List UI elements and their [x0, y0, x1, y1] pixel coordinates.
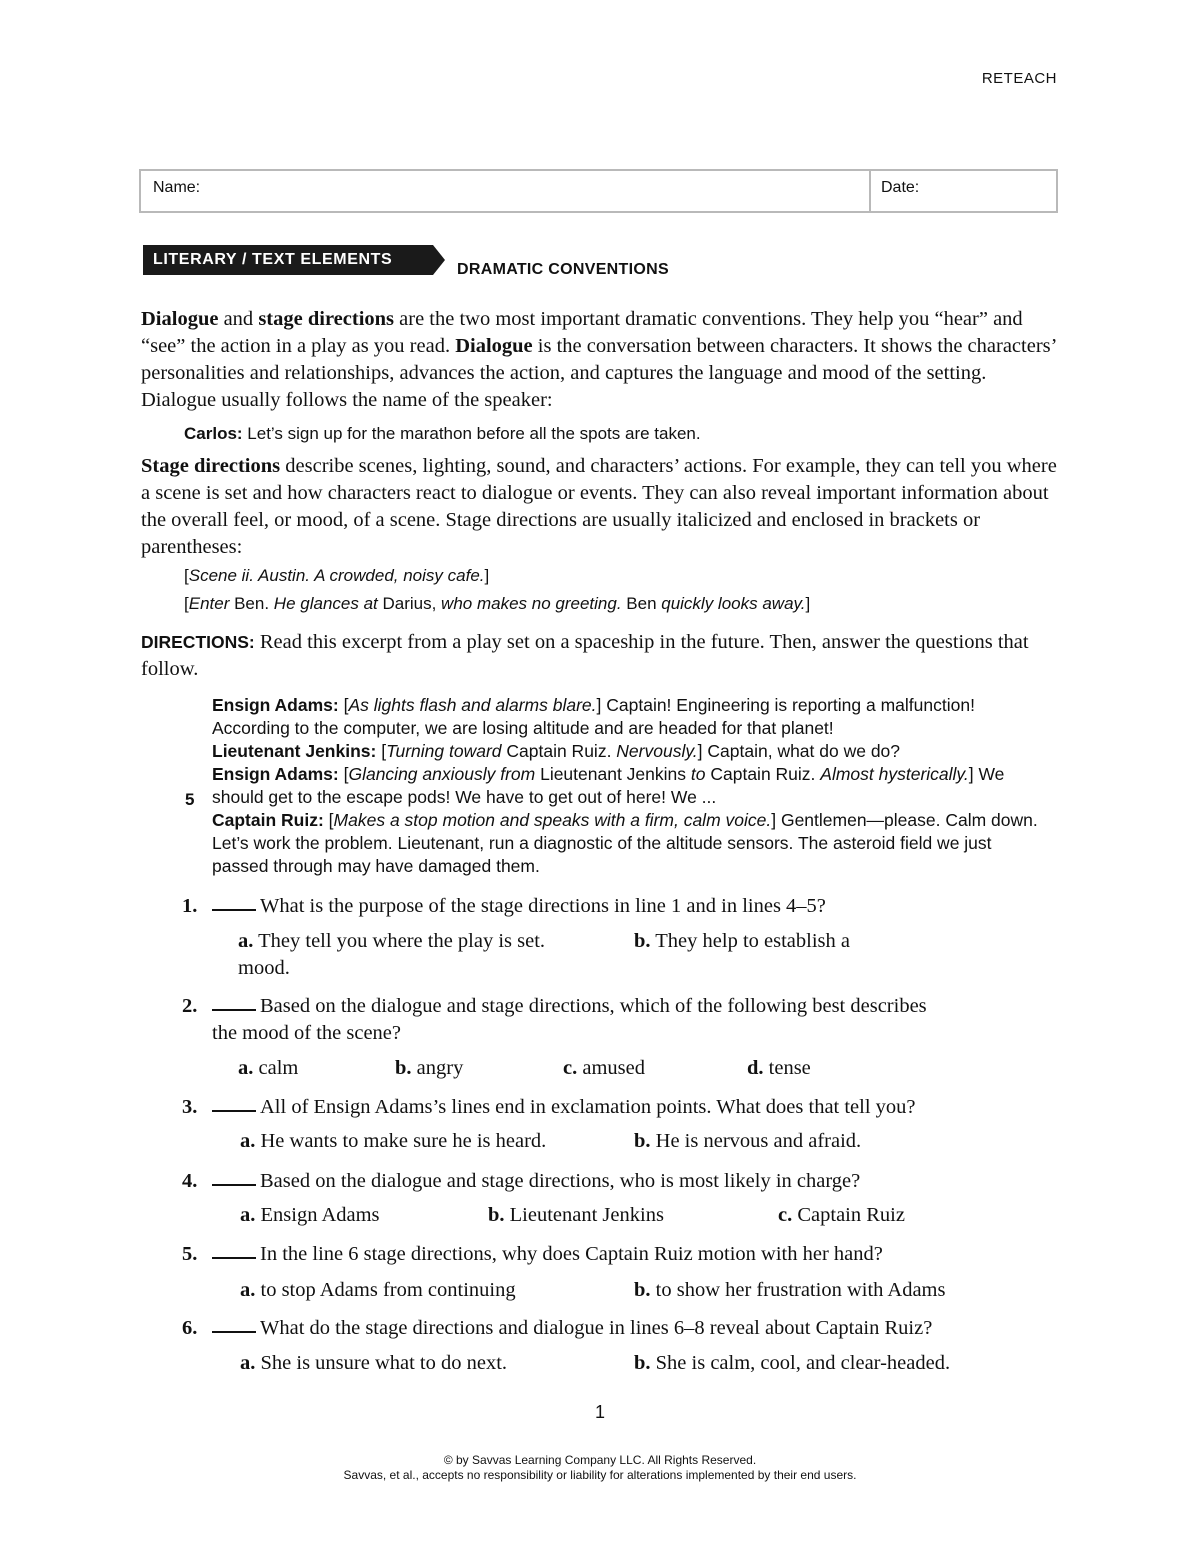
name-date-divider	[869, 171, 871, 211]
answer-blank-4[interactable]	[212, 1168, 256, 1186]
q2-option-c: c. amused	[563, 1057, 645, 1079]
directions: DIRECTIONS: Read this excerpt from a play set on a spaceship in the future. Then, answer the questions that follow.	[141, 631, 1029, 680]
stage-direction-example-1: [Scene ii. Austin. A crowded, noisy cafe.]	[184, 566, 490, 585]
disclaimer-line: Savvas, et al., accepts no responsibility or liability for alterations implemented by their end users.	[343, 1468, 857, 1482]
name-field[interactable]: Name:	[153, 179, 201, 196]
question-2-continued: the mood of the scene?	[212, 1022, 401, 1044]
q1-option-b-wrap: mood.	[238, 957, 290, 979]
question-2: 2. Based on the dialogue and stage directions, which of the following best describes	[182, 995, 927, 1017]
date-field[interactable]: Date:	[881, 179, 920, 196]
name-date-box	[139, 169, 1058, 213]
reteach-label: RETEACH	[981, 70, 1057, 87]
copyright-line: © by Savvas Learning Company LLC. All Rights Reserved.	[443, 1453, 757, 1467]
play-line-4: Captain Ruiz: [Makes a stop motion and speaks with a firm, calm voice.] Gentlemen—please. Calm down. Let’s work the problem. Lieutenant, run a diagnostic of the altitude sensors. The asteroid field we just passed through may have damaged them.	[212, 810, 1038, 876]
answer-blank-2[interactable]	[212, 993, 256, 1011]
page-title: DRAMATIC CONVENTIONS	[457, 261, 669, 278]
question-1: 1. What is the purpose of the stage directions in line 1 and in lines 4–5?	[182, 895, 826, 917]
q5-option-b: b. to show her frustration with Adams	[634, 1279, 946, 1301]
answer-blank-6[interactable]	[212, 1315, 256, 1333]
q4-option-c: c. Captain Ruiz	[778, 1204, 905, 1226]
q2-option-a: a. calm	[238, 1057, 299, 1079]
q6-option-a: a. She is unsure what to do next.	[240, 1352, 508, 1374]
q6-option-b: b. She is calm, cool, and clear-headed.	[634, 1352, 951, 1374]
answer-blank-5[interactable]	[212, 1241, 256, 1259]
dialogue-example: Carlos: Let’s sign up for the marathon before all the spots are taken.	[184, 424, 701, 443]
q4-option-b: b. Lieutenant Jenkins	[488, 1204, 664, 1226]
intro-paragraph: Dialogue and stage directions are the two most important dramatic conventions. They help you “hear” and “see” the action in a play as you read. Dialogue is the conversation between characters. It shows the characters’ personalities and relationships, advances the action, and captures the language and mood of the setting. Dialogue usually follows the name of the speaker:	[141, 308, 1056, 411]
line-number: 5	[185, 790, 195, 809]
q5-option-a: a. to stop Adams from continuing	[240, 1279, 516, 1301]
answer-blank-3[interactable]	[212, 1094, 256, 1112]
q4-option-a: a. Ensign Adams	[240, 1204, 380, 1226]
stage-directions-paragraph: Stage directions describe scenes, lighting, sound, and characters’ actions. For example, they can tell you where a scene is set and how characters react to dialogue or events. They can also reveal important information about the overall feel, or mood, of a scene. Stage directions are usually italicized and enclosed in brackets or parentheses:	[141, 455, 1057, 558]
question-3: 3. All of Ensign Adams’s lines end in exclamation points. What does that tell you?	[182, 1096, 916, 1118]
question-6: 6. What do the stage directions and dialogue in lines 6–8 reveal about Captain Ruiz?	[182, 1317, 933, 1339]
q3-option-b: b. He is nervous and afraid.	[634, 1130, 862, 1152]
play-line-1: Ensign Adams: [As lights flash and alarms blare.] Captain! Engineering is reporting a malfunction! According to the computer, we are losing altitude and are headed for that planet!	[212, 695, 975, 738]
q3-option-a: a. He wants to make sure he is heard.	[240, 1130, 547, 1152]
question-4: 4. Based on the dialogue and stage directions, who is most likely in charge?	[182, 1170, 861, 1192]
stage-direction-example-2: [Enter Ben. He glances at Darius, who makes no greeting. Ben quickly looks away.]	[184, 594, 811, 613]
q2-option-d: d. tense	[747, 1057, 811, 1079]
answer-blank-1[interactable]	[212, 893, 256, 911]
q1-option-b: b. They help to establish a	[634, 930, 850, 952]
q1-option-a: a. They tell you where the play is set.	[238, 930, 546, 952]
banner-text: LITERARY / TEXT ELEMENTS	[153, 251, 393, 268]
question-5: 5. In the line 6 stage directions, why does Captain Ruiz motion with her hand?	[182, 1243, 883, 1265]
play-line-3: Ensign Adams: [Glancing anxiously from Lieutenant Jenkins to Captain Ruiz. Almost hysterically.] We should get to the escape pods! We have to get out of here! We ...	[212, 764, 1005, 807]
q2-option-b: b. angry	[395, 1057, 464, 1079]
play-excerpt	[212, 694, 1042, 878]
play-line-2: Lieutenant Jenkins: [Turning toward Captain Ruiz. Nervously.] Captain, what do we do?	[212, 741, 901, 761]
page-number: 1	[594, 1402, 605, 1422]
